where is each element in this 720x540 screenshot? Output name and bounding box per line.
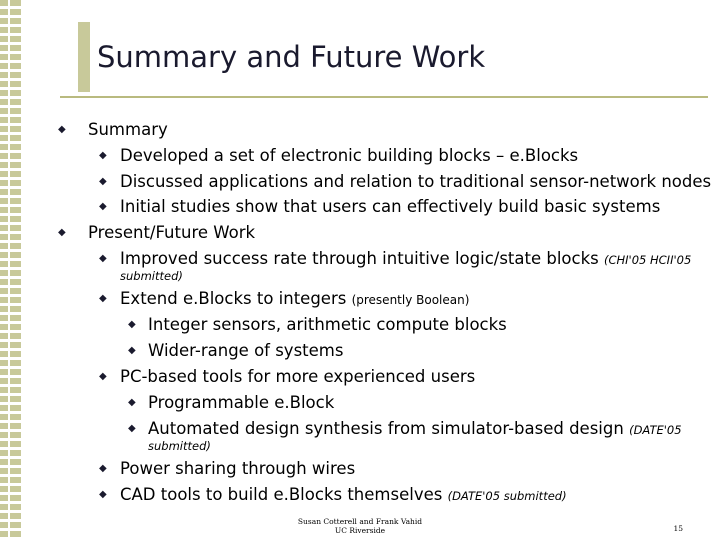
left-decorative-stripe [0, 0, 24, 540]
page-number: 15 [673, 524, 683, 533]
title-accent-block [78, 22, 90, 92]
slide-title: Summary and Future Work [97, 40, 486, 74]
footer-authors: Susan Cotterell and Frank Vahid [297, 517, 423, 526]
diamond-bullet-icon: ◆ [99, 489, 107, 500]
pc-tools-subitem-automated [148, 419, 682, 440]
title-divider [60, 96, 708, 98]
future-item-text: Extend e.Blocks to integers [120, 289, 347, 308]
diamond-bullet-icon: ◆ [99, 293, 107, 304]
pc-tools-subitem: Programmable e.Block [148, 393, 335, 412]
diamond-bullet-icon: ◆ [99, 150, 107, 161]
diamond-bullet-icon: ◆ [58, 227, 66, 238]
citation-note-continued: submitted) [120, 269, 183, 283]
citation-note: (CHI'05 HCII'05 [604, 253, 692, 267]
future-item-extend [120, 289, 469, 310]
diamond-bullet-icon: ◆ [58, 124, 66, 135]
summary-item: Developed a set of electronic building blocks – e.Blocks [120, 146, 579, 165]
extend-subitem: Integer sensors, arithmetic compute blocks [148, 315, 507, 334]
diamond-bullet-icon: ◆ [99, 201, 107, 212]
diamond-bullet-icon: ◆ [128, 397, 136, 408]
future-item-cad [120, 485, 567, 506]
diamond-bullet-icon: ◆ [99, 371, 107, 382]
future-item-pc-tools: PC-based tools for more experienced users [120, 367, 476, 386]
pc-tools-subitem: Automated design synthesis from simulator-based design [148, 419, 624, 438]
future-item-power: Power sharing through wires [120, 459, 356, 478]
diamond-bullet-icon: ◆ [128, 319, 136, 330]
future-item-improved [120, 249, 691, 270]
summary-item: Initial studies show that users can effectively build basic systems [120, 197, 661, 216]
slide-footer [290, 517, 430, 535]
citation-note: (DATE'05 [629, 423, 682, 437]
extend-subitem: Wider-range of systems [148, 341, 344, 360]
summary-item: Discussed applications and relation to traditional sensor-network nodes [120, 172, 712, 191]
future-heading: Present/Future Work [88, 223, 256, 242]
diamond-bullet-icon: ◆ [128, 423, 136, 434]
citation-note: (DATE'05 submitted) [447, 489, 567, 503]
diamond-bullet-icon: ◆ [99, 463, 107, 474]
future-item-text: Improved success rate through intuitive logic/state blocks [120, 249, 599, 268]
diamond-bullet-icon: ◆ [128, 345, 136, 356]
footer-affiliation: UC Riverside [334, 526, 386, 535]
summary-heading: Summary [88, 120, 168, 139]
diamond-bullet-icon: ◆ [99, 253, 107, 264]
diamond-bullet-icon: ◆ [99, 176, 107, 187]
parenthetical-note: (presently Boolean) [351, 293, 470, 307]
future-item-text: CAD tools to build e.Blocks themselves [120, 485, 443, 504]
citation-note-continued: submitted) [148, 439, 211, 453]
